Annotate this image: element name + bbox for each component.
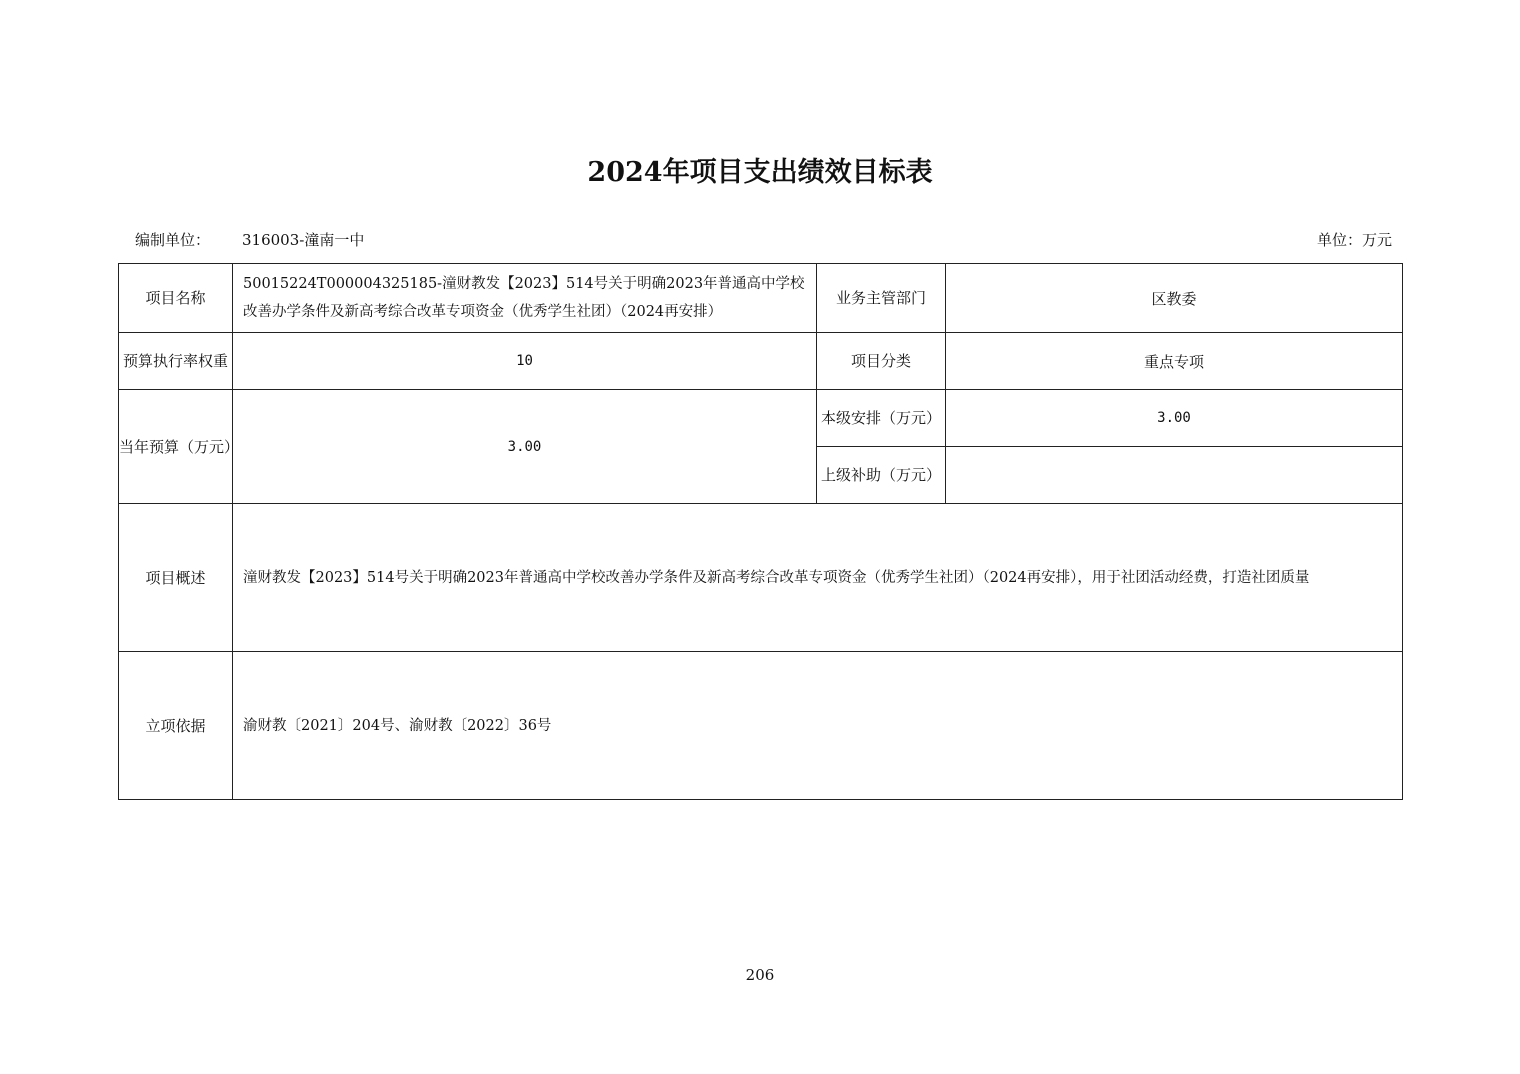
org-unit-value: 316003-潼南一中 (242, 231, 365, 249)
org-unit-label: 编制单位： (135, 231, 211, 249)
currency-unit: 单位：万元 (1316, 231, 1392, 249)
local-allocation-value: 3.00 (946, 390, 1403, 447)
table-row (119, 390, 1403, 447)
meta-row (0, 229, 1520, 251)
table-row (119, 333, 1403, 390)
table-row (119, 504, 1403, 652)
overview-value: 潼财教发【2023】514号关于明确2023年普通高中学校改善办学条件及新高考综合改革专项资金（优秀学生社团）（2024再安排），用于社团活动经费，打造社团质量 (233, 504, 1403, 652)
dept-value: 区教委 (946, 264, 1403, 333)
basis-label: 立项依据 (119, 652, 233, 800)
local-allocation-label: 本级安排（万元） (817, 390, 946, 447)
upper-subsidy-label: 上级补助（万元） (817, 447, 946, 504)
exec-rate-label: 预算执行率权重 (119, 333, 233, 390)
page-number: 206 (745, 966, 775, 984)
category-value: 重点专项 (946, 333, 1403, 390)
budget-label: 当年预算（万元） (119, 390, 233, 504)
overview-label: 项目概述 (119, 504, 233, 652)
table-row (119, 264, 1403, 333)
exec-rate-value: 10 (233, 333, 817, 390)
table-row (119, 652, 1403, 800)
upper-subsidy-value (946, 447, 1403, 504)
project-name-value: 50015224T000004325185-潼财教发【2023】514号关于明确2023年普通高中学校改善办学条件及新高考综合改革专项资金（优秀学生社团）（2024再安排） (233, 264, 817, 333)
project-name-label: 项目名称 (119, 264, 233, 333)
performance-target-table (118, 263, 1403, 800)
budget-value: 3.00 (233, 390, 817, 504)
document-title: 2024年项目支出绩效目标表 (587, 157, 933, 188)
category-label: 项目分类 (817, 333, 946, 390)
dept-label: 业务主管部门 (817, 264, 946, 333)
basis-value: 渝财教〔2021〕204号、渝财教〔2022〕36号 (233, 652, 1403, 800)
